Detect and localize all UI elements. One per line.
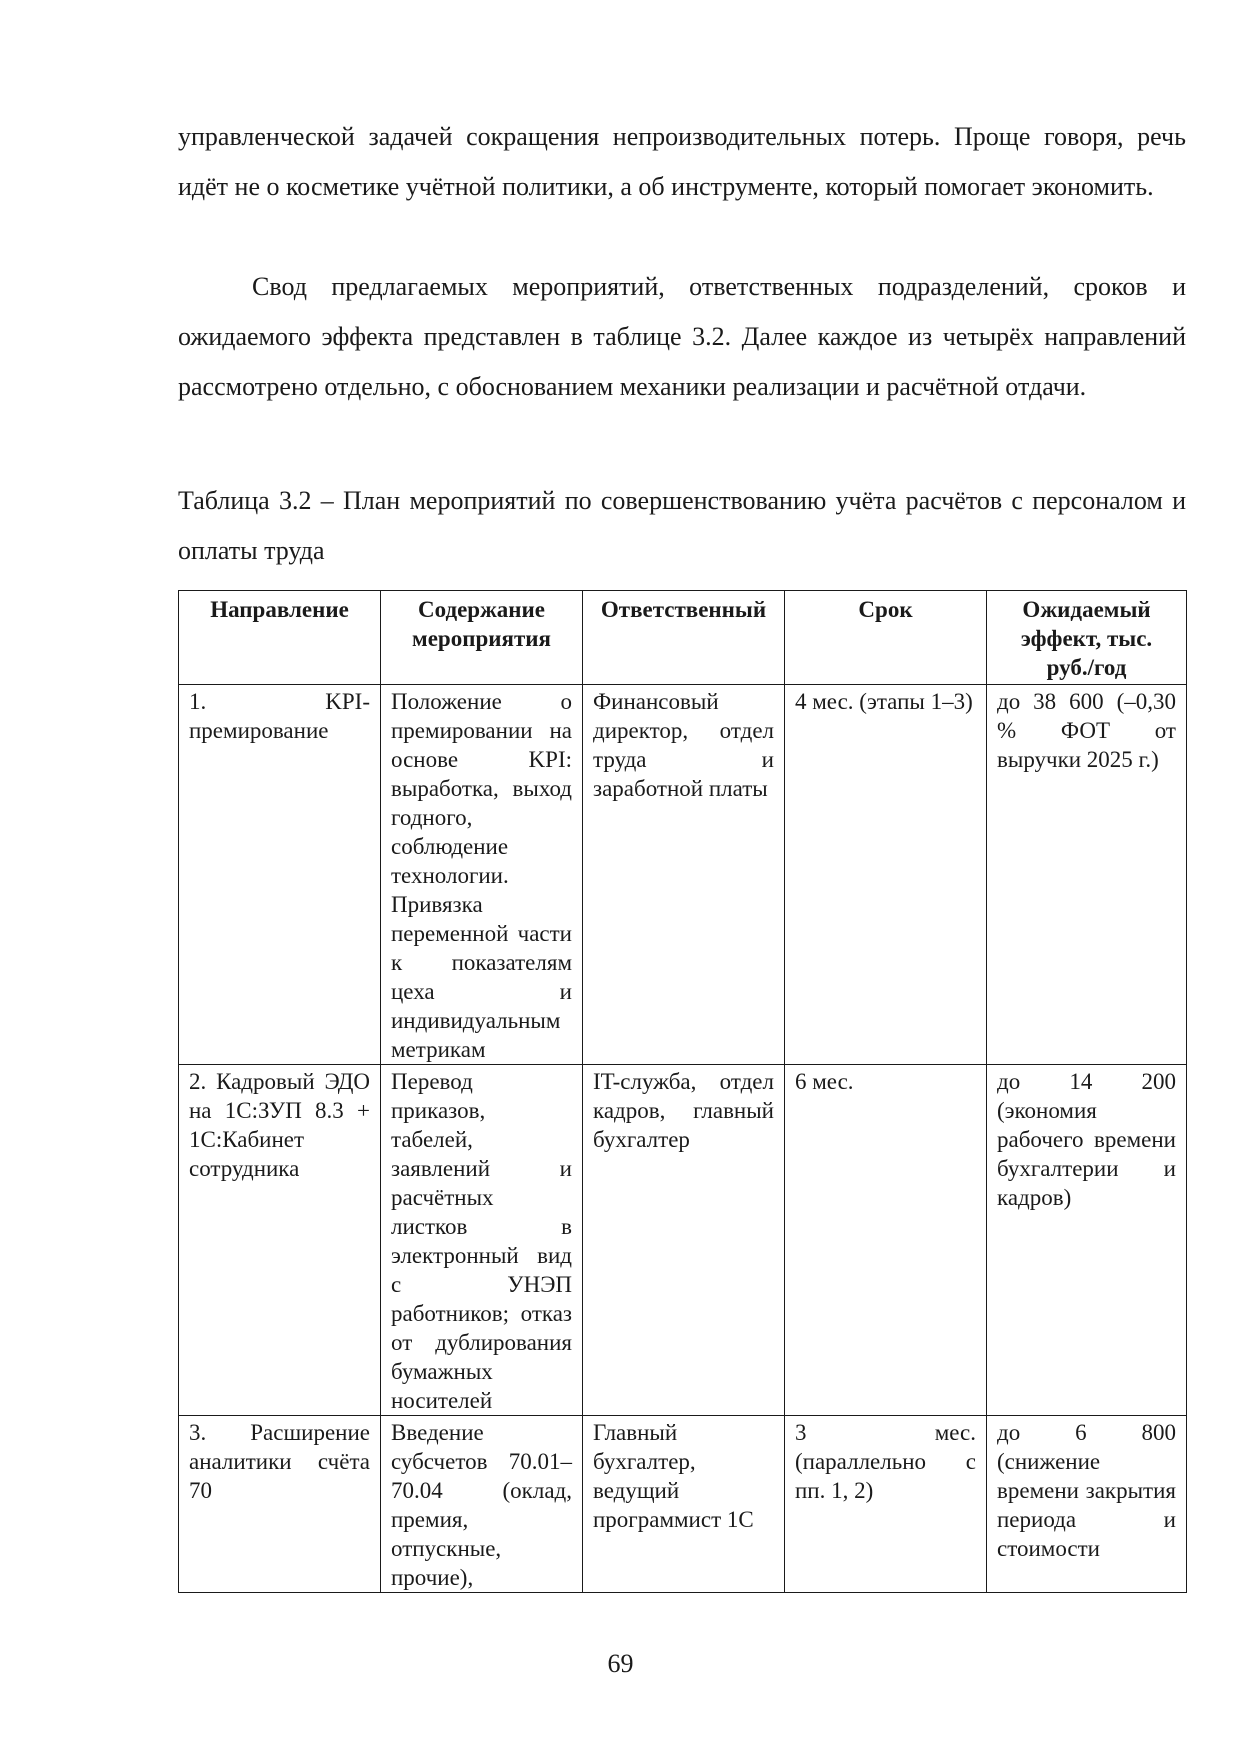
cell-direction: 2. Кадровый ЭДО на 1С:ЗУП 8.3 + 1С:Кабинет сотрудника (179, 1065, 381, 1416)
table-row (179, 1416, 1187, 1593)
cell-content: Введение субсчетов 70.01–70.04 (оклад, премия, отпускные, прочие), (381, 1416, 583, 1593)
intro-paragraph (178, 262, 1186, 412)
cell-deadline: 6 мес. (785, 1065, 987, 1416)
page-number: 69 (607, 1649, 634, 1678)
cell-direction: 1. KPI-премирование (179, 685, 381, 1065)
cell-content: Положение о премировании на основе KPI: выработка, выход годного, соблюдение технологии. Привязка переменной части к показателям цеха и индивидуальным метрикам (381, 685, 583, 1065)
header-direction: Направление (179, 591, 381, 685)
action-plan-table (178, 590, 1187, 1593)
table-caption (178, 476, 1186, 576)
paragraph-text: Свод предлагаемых мероприятий, ответственных подразделений, сроков и ожидаемого эффекта представлен в таблице 3.2. Далее каждое из четырёх направлений рассмотрено отдельно, с обоснованием механики реализации и расчётной отдачи. (178, 272, 1186, 401)
cell-direction: 3. Расширение аналитики счёта 70 (179, 1416, 381, 1593)
cell-effect: до 6 800 (снижение времени закрытия периода и стоимости (987, 1416, 1187, 1593)
table-row (179, 1065, 1187, 1416)
cell-responsible: Главный бухгалтер, ведущий программист 1С (583, 1416, 785, 1593)
cell-deadline: 3 мес. (параллельно с пп. 1, 2) (785, 1416, 987, 1593)
table-caption-text: Таблица 3.2 – План мероприятий по совершенствованию учёта расчётов с персоналом и оплаты труда (178, 486, 1186, 565)
cell-content: Перевод приказов, табелей, заявлений и расчётных листков в электронный вид с УНЭП работников; отказ от дублирования бумажных носителей (381, 1065, 583, 1416)
cell-deadline: 4 мес. (этапы 1–3) (785, 685, 987, 1065)
header-effect: Ожидаемый эффект, тыс. руб./год (987, 591, 1187, 685)
cell-effect: до 38 600 (–0,30 % ФОТ от выручки 2025 г.) (987, 685, 1187, 1065)
paragraph-text: управленческой задачей сокращения непроизводительных потерь. Проще говоря, речь идёт не о косметике учётной политики, а об инструменте, который помогает экономить. (178, 122, 1186, 201)
header-responsible: Ответственный (583, 591, 785, 685)
table-header-row (179, 591, 1187, 685)
header-deadline: Срок (785, 591, 987, 685)
cell-effect: до 14 200 (экономия рабочего времени бухгалтерии и кадров) (987, 1065, 1187, 1416)
header-content: Содержание мероприятия (381, 591, 583, 685)
continuation-paragraph (178, 112, 1186, 212)
cell-responsible: IT-служба, отдел кадров, главный бухгалтер (583, 1065, 785, 1416)
table-row (179, 685, 1187, 1065)
cell-responsible: Финансовый директор, отдел труда и заработной платы (583, 685, 785, 1065)
